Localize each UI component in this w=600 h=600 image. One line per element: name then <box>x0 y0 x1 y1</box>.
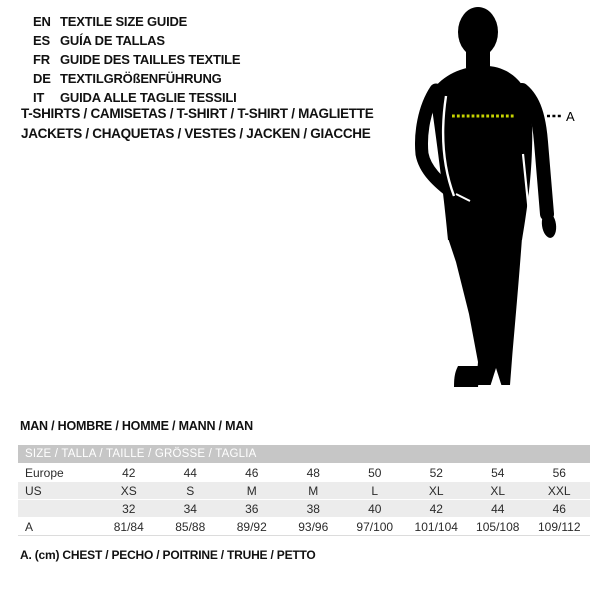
table-cell: 56 <box>529 464 591 482</box>
language-row-fr <box>33 50 240 69</box>
silhouette-legs <box>448 238 522 385</box>
man-silhouette-figure <box>412 4 597 396</box>
table-cell: 81/84 <box>98 518 160 536</box>
table-row-us <box>18 482 590 500</box>
table-cell: XL <box>467 482 529 500</box>
language-code: IT <box>33 90 45 105</box>
chest-measure-label: A <box>566 109 575 124</box>
silhouette-shoe <box>454 366 480 387</box>
table-cell: 36 <box>221 500 283 518</box>
table-cell: 42 <box>98 464 160 482</box>
language-text: GUIDA ALLE TAGLIE TESSILI <box>60 90 237 105</box>
table-cell: L <box>344 482 406 500</box>
category-line-jackets: JACKETS / CHAQUETAS / VESTES / JACKEN / GIACCHE <box>21 126 371 141</box>
language-code: ES <box>33 33 50 48</box>
category-lines <box>21 104 373 144</box>
table-cell: XL <box>406 482 468 500</box>
table-cell: 40 <box>344 500 406 518</box>
table-cell: XS <box>98 482 160 500</box>
table-cell: 101/104 <box>406 518 468 536</box>
language-list <box>33 12 240 107</box>
silhouette-neck <box>466 44 490 68</box>
table-cell: 46 <box>221 464 283 482</box>
language-row-de <box>33 69 240 88</box>
size-table <box>18 445 590 536</box>
table-cell: M <box>221 482 283 500</box>
category-line-tshirts: T-SHIRTS / CAMISETAS / T-SHIRT / T-SHIRT / MAGLIETTE <box>21 106 374 121</box>
table-cell: 32 <box>98 500 160 518</box>
table-cell: 44 <box>467 500 529 518</box>
table-cell: 52 <box>406 464 468 482</box>
chest-footnote: A. (cm) CHEST / PECHO / POITRINE / TRUHE / PETTO <box>20 548 316 562</box>
table-row-chest-cm <box>18 518 590 536</box>
table-cell: 42 <box>406 500 468 518</box>
language-row-en <box>33 12 240 31</box>
language-text: GUIDE DES TAILLES TEXTILE <box>60 52 241 67</box>
table-cell: 89/92 <box>221 518 283 536</box>
table-cell: 109/112 <box>529 518 591 536</box>
language-row-es <box>33 31 240 50</box>
table-row-us-numeric <box>18 500 590 518</box>
table-cell: 93/96 <box>283 518 345 536</box>
table-cell: M <box>283 482 345 500</box>
table-cell: 85/88 <box>160 518 222 536</box>
language-text: TEXTILGRÖßENFÜHRUNG <box>60 71 222 86</box>
table-cell: S <box>160 482 222 500</box>
language-text: TEXTILE SIZE GUIDE <box>60 14 188 29</box>
row-label <box>18 500 98 518</box>
language-text: GUÍA DE TALLAS <box>60 33 165 48</box>
section-title-man: MAN / HOMBRE / HOMME / MANN / MAN <box>20 419 253 433</box>
table-cell: 48 <box>283 464 345 482</box>
language-code: EN <box>33 14 51 29</box>
table-cell: 105/108 <box>467 518 529 536</box>
row-label: A <box>18 518 98 536</box>
table-cell: 97/100 <box>344 518 406 536</box>
man-silhouette-svg <box>412 4 597 396</box>
table-row-europe <box>18 464 590 482</box>
language-code: FR <box>33 52 50 67</box>
table-cell: 54 <box>467 464 529 482</box>
row-label: Europe <box>18 464 98 482</box>
table-cell: 34 <box>160 500 222 518</box>
language-code: DE <box>33 71 51 86</box>
table-cell: 50 <box>344 464 406 482</box>
table-cell: 46 <box>529 500 591 518</box>
size-table-header: SIZE / TALLA / TAILLE / GRÖSSE / TAGLIA <box>18 445 590 464</box>
table-cell: 38 <box>283 500 345 518</box>
table-cell: 44 <box>160 464 222 482</box>
table-cell: XXL <box>529 482 591 500</box>
row-label: US <box>18 482 98 500</box>
size-table-header-row <box>18 445 590 464</box>
